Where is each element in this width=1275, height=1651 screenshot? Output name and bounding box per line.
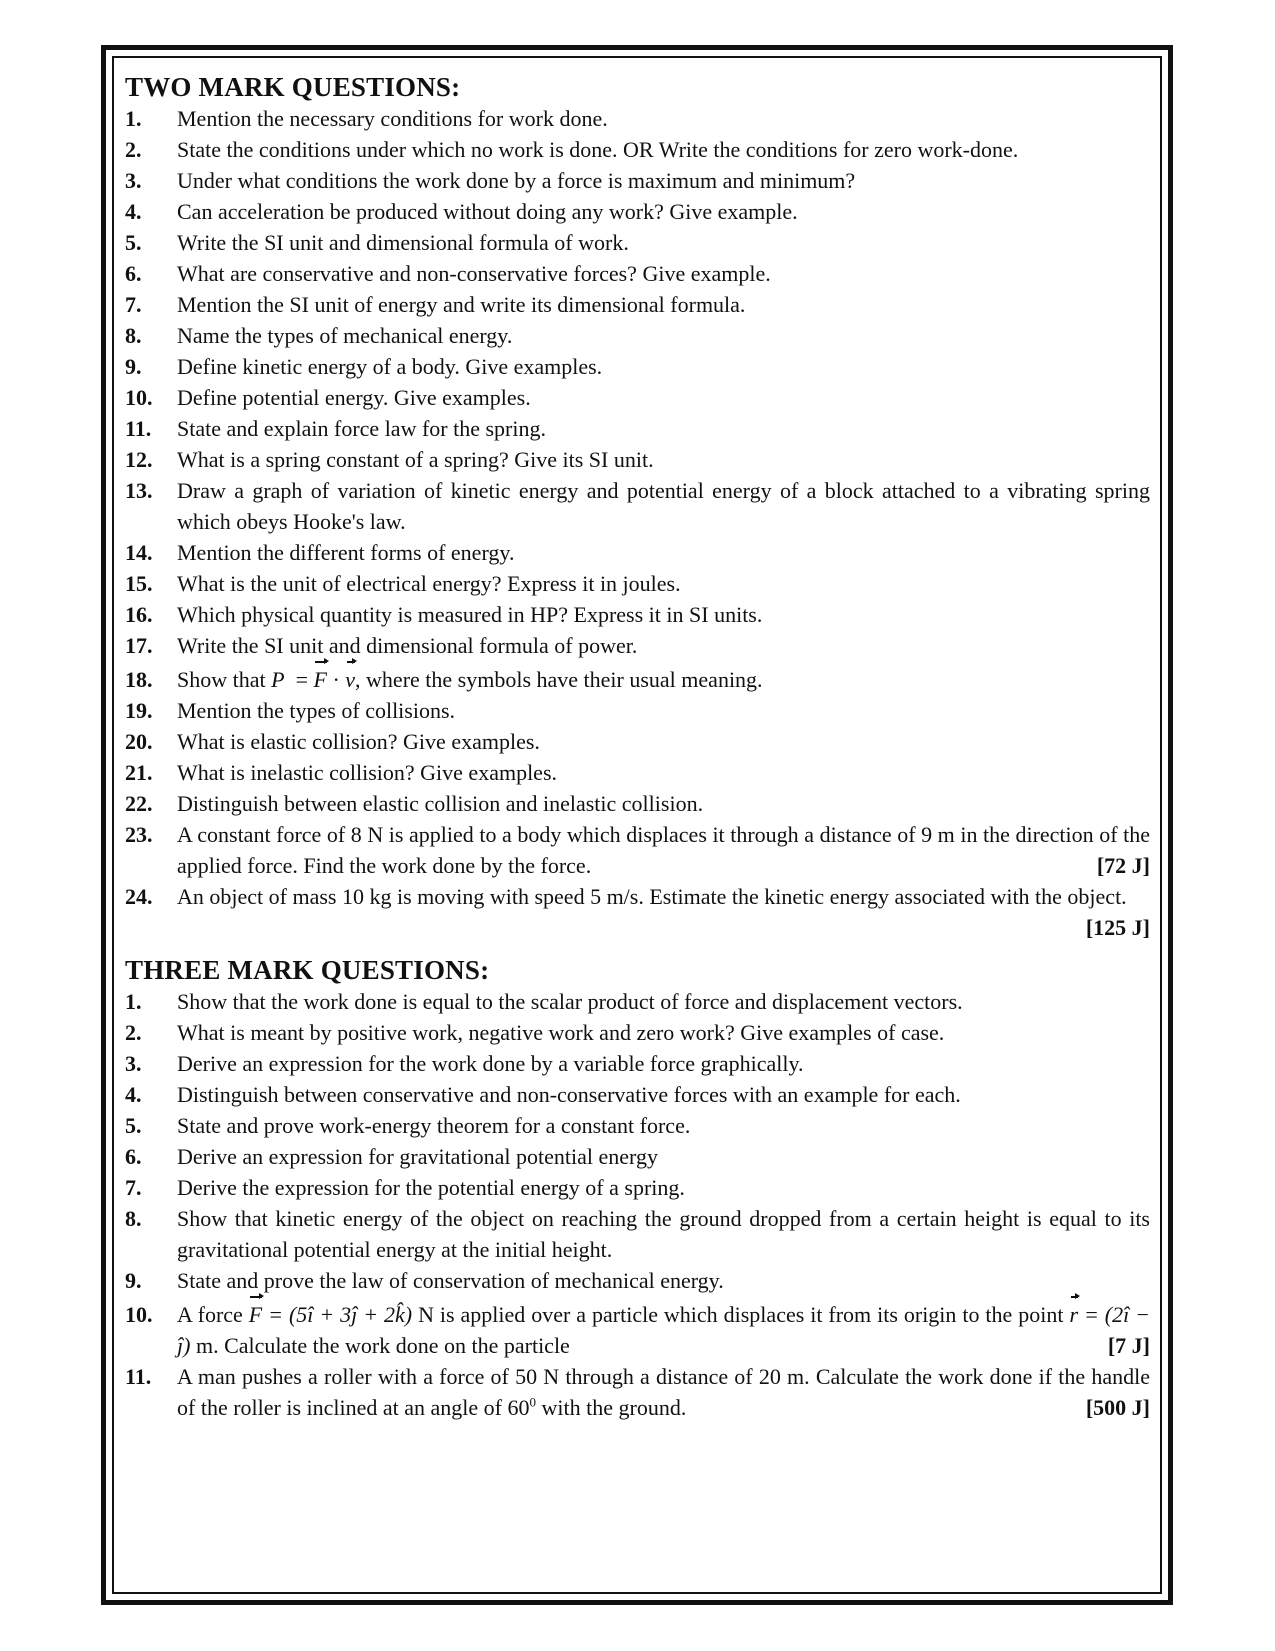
question-text: Write the SI unit and dimensional formula of power. bbox=[177, 633, 638, 658]
question-text: Show that the work done is equal to the scalar product of force and displacement vectors. bbox=[177, 989, 963, 1014]
question-item bbox=[125, 630, 1150, 661]
question-item bbox=[125, 227, 1150, 258]
question-number: 4. bbox=[125, 1082, 142, 1107]
question-number: 11. bbox=[125, 416, 152, 441]
question-sheet bbox=[125, 71, 1150, 1423]
question-item bbox=[125, 103, 1150, 134]
question-text: Distinguish between conservative and non-conservative forces with an example for each. bbox=[177, 1082, 961, 1107]
question-number: 11. bbox=[125, 1364, 152, 1389]
question-number: 6. bbox=[125, 1144, 142, 1169]
question-item bbox=[125, 599, 1150, 630]
degree-superscript: 0 bbox=[529, 1394, 536, 1410]
question-number: 15. bbox=[125, 571, 153, 596]
question-item bbox=[125, 537, 1150, 568]
question-number: 14. bbox=[125, 540, 153, 565]
question-number: 12. bbox=[125, 447, 153, 472]
question-number: 8. bbox=[125, 323, 142, 348]
question-number: 9. bbox=[125, 1268, 142, 1293]
question-number: 22. bbox=[125, 791, 153, 816]
question-text: Show that kinetic energy of the object on reaching the ground dropped from a certain height is equal to its gravitational potential energy at the initial height. bbox=[177, 1206, 1150, 1262]
question-number: 8. bbox=[125, 1206, 142, 1231]
question-item bbox=[125, 1172, 1150, 1203]
question-text: What is meant by positive work, negative work and zero work? Give examples of case. bbox=[177, 1020, 945, 1045]
question-number: 24. bbox=[125, 884, 153, 909]
question-item bbox=[125, 1017, 1150, 1048]
question-number: 1. bbox=[125, 106, 142, 131]
question-number: 9. bbox=[125, 354, 142, 379]
question-list bbox=[125, 986, 1150, 1423]
section-title: TWO MARK QUESTIONS: bbox=[125, 72, 461, 102]
question-item bbox=[125, 664, 1150, 695]
question-item bbox=[125, 475, 1150, 537]
question-list bbox=[125, 103, 1150, 943]
question-text: Name the types of mechanical energy. bbox=[177, 323, 513, 348]
equals-sign: = bbox=[295, 667, 308, 692]
question-number: 2. bbox=[125, 137, 142, 162]
question-text: Derive an expression for the work done by a variable force graphically. bbox=[177, 1051, 804, 1076]
question-text bbox=[177, 664, 1150, 695]
velocity-vector-symbol: v bbox=[345, 664, 355, 695]
question-text: Write the SI unit and dimensional formula of work. bbox=[177, 230, 629, 255]
question-text: Under what conditions the work done by a force is maximum and minimum? bbox=[177, 168, 856, 193]
question-item bbox=[125, 695, 1150, 726]
question-item bbox=[125, 1048, 1150, 1079]
question-text: What are conservative and non-conservative forces? Give example. bbox=[177, 261, 771, 286]
question-item bbox=[125, 1361, 1150, 1423]
question-text: Mention the types of collisions. bbox=[177, 698, 456, 723]
displacement-vector-value: = (2î − ĵ) bbox=[177, 1302, 1151, 1358]
question-item bbox=[125, 819, 1150, 881]
question-item bbox=[125, 1110, 1150, 1141]
question-number: 13. bbox=[125, 478, 153, 503]
question-text bbox=[177, 819, 1150, 881]
question-item bbox=[125, 196, 1150, 227]
force-vector-symbol: F bbox=[249, 1299, 262, 1330]
question-text: What is inelastic collision? Give examples. bbox=[177, 760, 558, 785]
question-number: 5. bbox=[125, 1113, 142, 1138]
question-item bbox=[125, 258, 1150, 289]
section-title: THREE MARK QUESTIONS: bbox=[125, 955, 490, 985]
question-number: 19. bbox=[125, 698, 153, 723]
dot-operator: · bbox=[332, 667, 340, 692]
question-text: Mention the different forms of energy. bbox=[177, 540, 515, 565]
question-number: 16. bbox=[125, 602, 153, 627]
question-text-part: A man pushes a roller with a force of 50 N through a distance of 20 m. Calculate the work done if the handle of the roller is inclined at an angle of 60 bbox=[177, 1364, 1150, 1420]
question-item bbox=[125, 1299, 1150, 1361]
question-item bbox=[125, 413, 1150, 444]
question-text: State the conditions under which no work is done. OR Write the conditions for zero work-done. bbox=[177, 137, 1019, 162]
answer-label: [72 J] bbox=[1096, 853, 1150, 878]
question-number: 21. bbox=[125, 760, 153, 785]
question-number: 17. bbox=[125, 633, 153, 658]
question-number: 10. bbox=[125, 385, 153, 410]
question-item bbox=[125, 1265, 1150, 1296]
question-text-part: N is applied over a particle which displaces it from its origin to the point bbox=[412, 1302, 1064, 1327]
question-number: 5. bbox=[125, 230, 142, 255]
question-text: Can acceleration be produced without doing any work? Give example. bbox=[177, 199, 798, 224]
question-text: State and explain force law for the spring. bbox=[177, 416, 546, 441]
question-item bbox=[125, 568, 1150, 599]
question-item bbox=[125, 289, 1150, 320]
question-text bbox=[177, 881, 1150, 943]
question-number: 3. bbox=[125, 168, 142, 193]
question-number: 18. bbox=[125, 667, 153, 692]
question-text-part: , where the symbols have their usual meaning. bbox=[355, 667, 763, 692]
question-number: 4. bbox=[125, 199, 142, 224]
question-text: State and prove work-energy theorem for a constant force. bbox=[177, 1113, 691, 1138]
question-text: What is a spring constant of a spring? Give its SI unit. bbox=[177, 447, 654, 472]
question-text-part: A constant force of 8 N is applied to a body which displaces it through a distance of 9 m in the direction of the applied force. Find the work done by the force. bbox=[177, 822, 1150, 878]
two-mark-section bbox=[125, 71, 1150, 943]
power-symbol: P bbox=[271, 667, 285, 692]
question-text: What is elastic collision? Give examples. bbox=[177, 729, 540, 754]
question-text: Define potential energy. Give examples. bbox=[177, 385, 531, 410]
question-text: Derive the expression for the potential energy of a spring. bbox=[177, 1175, 685, 1200]
question-text-part: m. Calculate the work done on the particle bbox=[190, 1333, 570, 1358]
question-item bbox=[125, 1141, 1150, 1172]
question-item bbox=[125, 382, 1150, 413]
question-number: 1. bbox=[125, 989, 142, 1014]
question-item bbox=[125, 788, 1150, 819]
question-text: Which physical quantity is measured in HP? Express it in SI units. bbox=[177, 602, 763, 627]
displacement-vector-symbol: r bbox=[1069, 1299, 1078, 1330]
question-text: Distinguish between elastic collision and inelastic collision. bbox=[177, 791, 704, 816]
question-item bbox=[125, 881, 1150, 943]
question-text: What is the unit of electrical energy? Express it in joules. bbox=[177, 571, 681, 596]
question-item bbox=[125, 320, 1150, 351]
question-item bbox=[125, 726, 1150, 757]
force-vector-symbol: F bbox=[314, 664, 327, 695]
question-text bbox=[177, 1299, 1150, 1361]
answer-label: [7 J] bbox=[1107, 1333, 1150, 1358]
answer-label: [500 J] bbox=[1085, 1395, 1150, 1420]
question-text: Define kinetic energy of a body. Give examples. bbox=[177, 354, 603, 379]
question-text-part: with the ground. bbox=[536, 1395, 687, 1420]
answer-label: [125 J] bbox=[1085, 915, 1150, 940]
question-item bbox=[125, 1203, 1150, 1265]
question-text: State and prove the law of conservation of mechanical energy. bbox=[177, 1268, 724, 1293]
question-item bbox=[125, 986, 1150, 1017]
question-text-part: An object of mass 10 kg is moving with speed 5 m/s. Estimate the kinetic energy associated with the object. bbox=[177, 884, 1127, 909]
question-text: Mention the necessary conditions for work done. bbox=[177, 106, 608, 131]
question-number: 23. bbox=[125, 822, 153, 847]
question-item bbox=[125, 351, 1150, 382]
force-vector-value: = (5î + 3ĵ + 2k̂) bbox=[262, 1302, 413, 1327]
question-text: Mention the SI unit of energy and write its dimensional formula. bbox=[177, 292, 746, 317]
question-text-part: A force bbox=[177, 1302, 243, 1327]
question-text: Derive an expression for gravitational potential energy bbox=[177, 1144, 658, 1169]
question-number: 2. bbox=[125, 1020, 142, 1045]
question-number: 10. bbox=[125, 1302, 153, 1327]
question-number: 7. bbox=[125, 292, 142, 317]
question-item bbox=[125, 757, 1150, 788]
question-item bbox=[125, 444, 1150, 475]
question-item bbox=[125, 165, 1150, 196]
question-number: 6. bbox=[125, 261, 142, 286]
question-number: 7. bbox=[125, 1175, 142, 1200]
question-number: 3. bbox=[125, 1051, 142, 1076]
three-mark-section bbox=[125, 954, 1150, 1423]
question-number: 20. bbox=[125, 729, 153, 754]
question-item bbox=[125, 134, 1150, 165]
question-text bbox=[177, 1361, 1150, 1423]
question-text-part: Show that bbox=[177, 667, 266, 692]
question-text: Draw a graph of variation of kinetic energy and potential energy of a block attached to a vibrating spring which obeys Hooke's law. bbox=[177, 478, 1150, 534]
question-item bbox=[125, 1079, 1150, 1110]
